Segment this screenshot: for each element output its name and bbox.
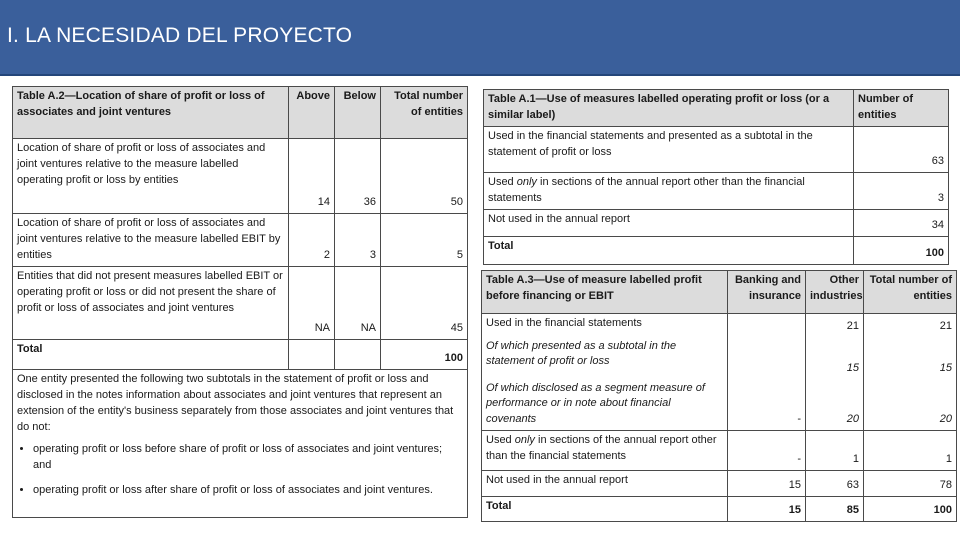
note-bullet-list xyxy=(17,442,463,500)
cell-other: 1 xyxy=(806,431,864,471)
note-bullet: • operating profit or loss before share of profit or loss of associates and joint ventures; and xyxy=(33,442,463,474)
total-empty-cell xyxy=(335,339,381,369)
table-row xyxy=(13,266,468,339)
table-a2-col-total: Total number of entities xyxy=(381,87,468,139)
table-a1-total-row xyxy=(484,236,949,264)
cell-total: 45 xyxy=(381,266,468,339)
note-bullet: • operating profit or loss after share of profit or loss of associates and joint ventures. xyxy=(33,483,463,499)
cell-banking: 15 xyxy=(728,471,806,497)
cell-below: 36 xyxy=(335,139,381,214)
total-label: Total xyxy=(13,339,289,369)
table-row xyxy=(484,126,949,172)
total-value: 100 xyxy=(381,339,468,369)
table-a1-header-row xyxy=(484,90,949,127)
table-a1 xyxy=(483,89,949,265)
table-a2-total-row xyxy=(13,339,468,369)
row-label xyxy=(484,172,854,209)
row-label: Used in the financial statements xyxy=(482,314,728,337)
table-row xyxy=(484,209,949,236)
cell-below: NA xyxy=(335,266,381,339)
table-row xyxy=(482,379,957,431)
row-label-text: Not used in the annual report xyxy=(488,212,630,225)
table-a1-title: Table A.1—Use of measures labelled operating profit or loss (or a similar label) xyxy=(484,90,854,127)
cell-banking: - xyxy=(728,379,806,431)
total-label: Total xyxy=(482,497,728,522)
cell-total: 1 xyxy=(864,431,957,471)
table-a2-col-below: Below xyxy=(335,87,381,139)
slide-title: I. LA NECESIDAD DEL PROYECTO xyxy=(7,24,353,47)
row-label: Of which disclosed as a segment measure of performance or in note about financial covenants xyxy=(482,379,728,431)
table-row xyxy=(482,471,957,497)
row-label-text: Used xyxy=(486,434,515,447)
cell-other: 63 xyxy=(806,471,864,497)
row-label xyxy=(484,126,854,172)
row-label-text: in sections of the annual report other than the financial statements xyxy=(486,434,717,463)
table-a3-header-row xyxy=(482,271,957,314)
table-a3 xyxy=(481,270,957,522)
cell-total: 20 xyxy=(864,379,957,431)
row-label xyxy=(484,209,854,236)
total-label: Total xyxy=(484,236,854,264)
title-bar xyxy=(0,0,960,76)
cell-other: 21 xyxy=(806,314,864,337)
table-a3-col-total: Total number of entities xyxy=(864,271,957,314)
cell-count: 34 xyxy=(854,209,949,236)
table-a2-title: Table A.2—Location of share of profit or loss of associates and joint ventures xyxy=(13,87,289,139)
title-bar-underline xyxy=(0,74,960,76)
table-row xyxy=(482,337,957,379)
cell-count: 63 xyxy=(854,126,949,172)
table-row xyxy=(13,214,468,267)
table-row xyxy=(13,139,468,214)
cell-other: 20 xyxy=(806,379,864,431)
cell-banking xyxy=(728,337,806,379)
table-a3-col-other: Other industries xyxy=(806,271,864,314)
row-label: Not used in the annual report xyxy=(482,471,728,497)
cell-total: 21 xyxy=(864,314,957,337)
total-empty-cell xyxy=(289,339,335,369)
note-intro: One entity presented the following two subtotals in the statement of profit or loss and disclosed in the notes information about associates and joint ventures that represent an extension of the entity's business separately from those associates and joint ventures that do not: xyxy=(17,372,454,433)
table-a2-header-row xyxy=(13,87,468,139)
row-label-text: in sections of the annual report other than the financial statements xyxy=(488,175,805,204)
table-a2-note xyxy=(13,369,468,517)
row-label-text: Used xyxy=(488,175,517,188)
cell-other: 15 xyxy=(806,337,864,379)
table-a1-col-count: Number of entities xyxy=(854,90,949,127)
cell-total: 15 xyxy=(864,337,957,379)
cell-total: 78 xyxy=(864,471,957,497)
row-label: Location of share of profit or loss of associates and joint ventures relative to the measure labelled operating profit or loss by entities xyxy=(13,139,289,214)
cell-above: NA xyxy=(289,266,335,339)
table-a2-note-row xyxy=(13,369,468,517)
table-a2 xyxy=(12,86,468,518)
cell-total: 50 xyxy=(381,139,468,214)
total-banking: 15 xyxy=(728,497,806,522)
row-label-text: Used in the financial statements and presented as a subtotal in the statement of profit or loss xyxy=(488,129,813,158)
row-label xyxy=(482,431,728,471)
row-label: Entities that did not present measures labelled EBIT or operating profit or loss or did not present the share of profit or loss of associates and joint ventures xyxy=(13,266,289,339)
table-row xyxy=(482,314,957,337)
cell-above: 14 xyxy=(289,139,335,214)
table-a3-col-banking: Banking and insurance xyxy=(728,271,806,314)
row-label-emphasis: only xyxy=(516,175,537,188)
row-label-emphasis: only xyxy=(514,434,535,447)
cell-below: 3 xyxy=(335,214,381,267)
table-row xyxy=(484,172,949,209)
table-a3-title: Table A.3—Use of measure labelled profit before financing or EBIT xyxy=(482,271,728,314)
cell-total: 5 xyxy=(381,214,468,267)
table-row xyxy=(482,431,957,471)
total-value: 100 xyxy=(854,236,949,264)
table-a2-col-above: Above xyxy=(289,87,335,139)
row-label: Location of share of profit or loss of associates and joint ventures relative to the measure labelled EBIT by entities xyxy=(13,214,289,267)
cell-banking: - xyxy=(728,431,806,471)
total-other: 85 xyxy=(806,497,864,522)
row-label: Of which presented as a subtotal in the statement of profit or loss xyxy=(482,337,728,379)
cell-count: 3 xyxy=(854,172,949,209)
cell-above: 2 xyxy=(289,214,335,267)
total-value: 100 xyxy=(864,497,957,522)
cell-banking xyxy=(728,314,806,337)
table-a3-total-row xyxy=(482,497,957,522)
